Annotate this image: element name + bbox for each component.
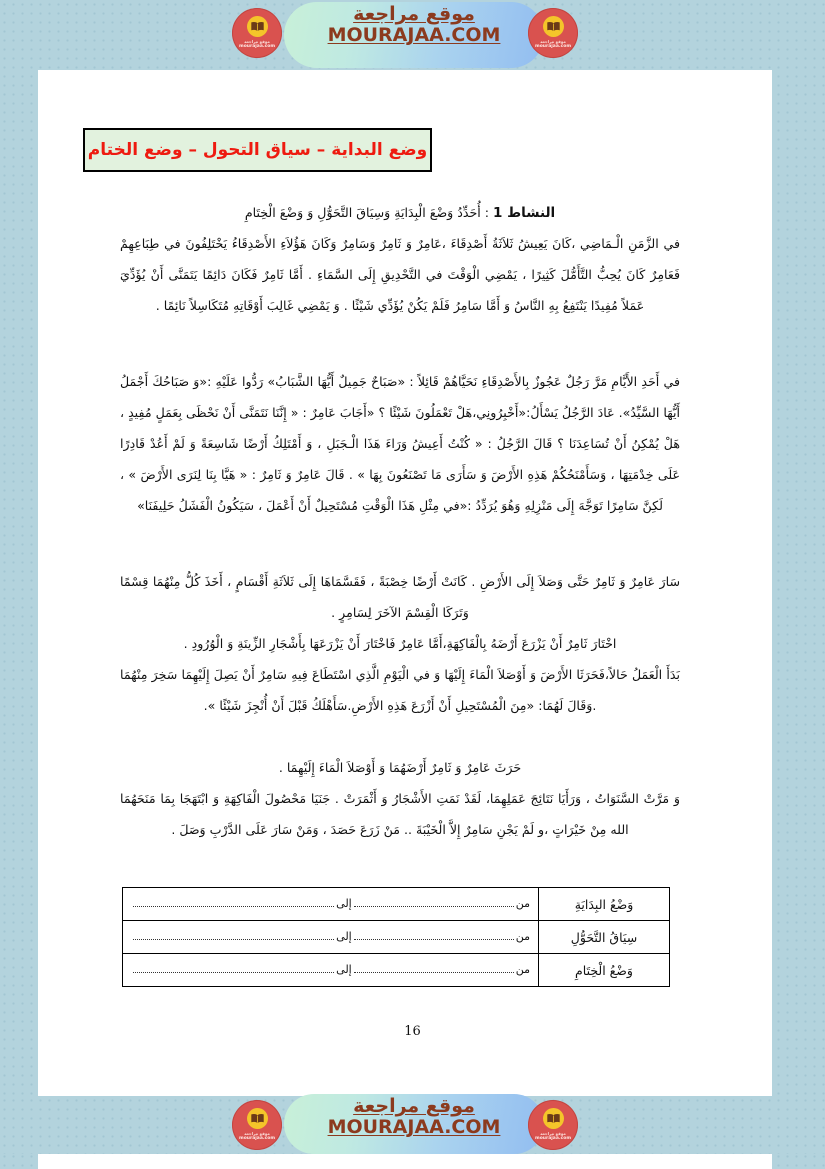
to-label: إلى <box>336 963 352 976</box>
to-label: إلى <box>336 930 352 943</box>
logo-caption-arabic: موقع مراجعة <box>244 1131 270 1137</box>
site-logo-right <box>528 8 578 58</box>
answer-table <box>122 887 670 987</box>
story-paragraph-6: حَرَثَ عَامِرٌ وَ ثَامِرٌ أَرْضَهُمَا وَ أَوْصَلاَ الْمَاءَ إِلَيْهِمَا . <box>278 760 522 775</box>
table-row-answer-field[interactable] <box>123 888 539 921</box>
blank-line <box>131 897 530 911</box>
dotted-fill-to <box>133 972 334 973</box>
site-logo-left <box>232 1100 282 1150</box>
banner-title-block <box>284 1096 544 1139</box>
logo-caption-arabic: موقع مراجعة <box>540 39 566 45</box>
site-logo-right <box>528 1100 578 1150</box>
dotted-fill-to <box>133 906 334 907</box>
open-book-icon <box>543 16 564 37</box>
to-label: إلى <box>336 897 352 910</box>
banner-title-arabic: موقع مراجعة <box>353 3 475 25</box>
lesson-title-text: وضع البداية – سياق التحول – وضع الختام <box>87 140 428 160</box>
table-row-answer-field[interactable] <box>123 954 539 987</box>
activity-heading <box>120 197 680 229</box>
story-paragraph-3: سَارَ عَامِرٌ وَ ثَامِرٌ حَتَّى وَصَلاَ إِلَى الأَرْضِ . كَانَتْ أَرْضًا خِصْبَةً ، فَقَسَّمَاهَا إِلَى ثَلاَثَةِ أَقْسَامٍ ، أَخَذَ كُلُّ مِنْهُمَا قِسْمًا وَتَرَكَا الْقِسْمَ الآخَرَ لِسَامِرٍ . <box>120 574 680 620</box>
site-logo-left <box>232 8 282 58</box>
open-book-icon <box>247 1108 268 1129</box>
open-book-icon <box>247 16 268 37</box>
page-number: 16 <box>404 1024 421 1039</box>
logo-caption <box>239 1131 275 1142</box>
table-row <box>123 954 670 987</box>
table-row-answer-field[interactable] <box>123 921 539 954</box>
table-row-label: وَضْعُ الْخِتَامِ <box>539 954 670 987</box>
story-paragraph-5: بَدَأَ الْعَمَلُ حَالاً،فَحَرَثَا الأَرْضَ وَ أَوْصَلاَ الْمَاءَ إِلَيْهَا وَ في الْيَوْمِ الَّذِي اسْتَطَاعَ فِيهِ سَامِرٌ أَنْ يَصِلَ إِلَيْهِمَا سَخِرَ مِنْهُمَا .وَقَالَ لَهُمَا: «مِنَ الْمُسْتَحِيلِ أَنْ أَزْرَعَ هَذِهِ الأَرْضِ.سَأَهْلَكُ قَبْلَ أَنْ أُنْجِزَ شَيْئًا ». <box>120 667 680 713</box>
blank-line <box>131 930 530 944</box>
logo-caption <box>535 1131 571 1142</box>
logo-caption-url: mourajaa.com <box>535 1136 572 1142</box>
dotted-fill-from <box>354 906 514 907</box>
table-row-label: وَضْعُ البِدَايَةِ <box>539 888 670 921</box>
story-paragraph-4: اخْتَارَ ثَامِرٌ أَنْ يَزْرَعَ أَرْضَهُ بِالْفَاكِهَةِ،أَمَّا عَامِرٌ فَاخْتَارَ أَنْ يَزْرَعَهَا بِأَشْجَارِ الزِّينَةِ وَ الْوُرُودِ . <box>183 636 617 651</box>
from-label: من <box>515 930 530 943</box>
logo-caption <box>535 39 571 50</box>
banner-title-arabic: موقع مراجعة <box>353 1095 475 1117</box>
header-banner <box>0 0 825 70</box>
logo-caption-url: mourajaa.com <box>535 44 572 50</box>
banner-site-url: MOURAJAA.COM <box>327 24 501 47</box>
story-paragraph-2: في أَحَدِ الأَيَّامِ مَرَّ رَجُلٌ عَجُوزٌ بِالأَصْدِقَاءِ نَحَيَّاهُمْ قَائِلاً : «صَبَاحٌ جَمِيلٌ أَيُّهَا الشَّبَابُ» رَدُّوا عَلَيْهِ :«وَ صَبَاحُكَ أَجْمَلُ أَيُّهَا السَّيِّدُ». عَادَ الرَّجُلُ يَسْأَلُ:«أَخْبِرُونِي،هَلْ تَعْمَلُونَ شَيْئًا ؟ «أَجَابَ عَامِرٌ : « إِنَّنَا نَتَمَنَّى أَنْ نَحْظَى بِعَمَلٍ مُفِيدٍ ، هَلْ يُمْكِنُ أَنْ تُسَاعِدَنَا ؟ قَالَ الرَّجُلُ : « كُنْتُ أَعِيشُ وَرَاءَ هَذَا الْـجَبَلِ ، وَ أَمْتَلِكُ أَرْضًا شَاسِعَةً وَ لَمْ أَعُدْ قَادِرًا عَلَى خِدْمَتِهَا ، وَسَأَمْنَحُكُمْ هَذِهِ الأَرْضَ وَ سَأَرَى مَا تَصْنَعُونَ بِهَا » . قَالَ عَامِرٌ وَ ثَامِرٌ : « هَيَّا بِنَا لِنَرَى الأَرْضَ » ، لَكِنَّ سَامِرًا تَوَجَّهَ إِلَى مَنْزِلِهِ وَهُوَ يُرَدِّدُ :«في مِثْلِ هَذَا الْوَقْتِ مُسْتَحِيلٌ أَنْ أَعْمَلَ ، سَيَكُونُ الْفَشَلُ حَلِيفَنَا» <box>120 374 680 513</box>
logo-caption <box>239 39 275 50</box>
activity-instruction: أُحَدِّدُ وَضْعَ الْبِدَايَةِ وَسِيَاقَ التَّحَوُّلِ وَ وَضْعَ الْخِتَامِ <box>244 205 481 220</box>
logo-caption-url: mourajaa.com <box>239 44 276 50</box>
story-paragraph-1: في الزَّمَنِ الْـمَاضِي ،كَانَ يَعِيشُ ثَلاَثَةُ أَصْدِقَاءَ ،عَامِرٌ وَ ثَامِرٌ وَسَامِرٌ وَكَانَ هَؤُلاَءِ الأَصْدِقَاءُ يَخْتَلِفُونَ في طِبَاعِهِمْ فَعَامِرٌ كَانَ يُحِبُّ التَّأَمُّلَ كَثِيرًا ، يَمْضِي الْوَقْتَ في التَّحْدِيقِ إِلَى السَّمَاءِ . أَمَّا ثَامِرٌ فَكَانَ دَائِمًا يَتَمَنَّى أَنْ يُؤَدِّيَ عَمَلاً مُفِيدًا يَنْتَفِعُ بِهِ النَّاسُ وَ أَمَّا سَامِرُ فَلَمْ يَكُنْ يُؤَدِّي شَيْئًا . وَ يَمْضِي غَالِبَ أَوْقَاتِهِ مُتَكَاسِلاً نَائِمًا . <box>120 236 680 313</box>
activity-separator: : <box>480 205 494 220</box>
activity-label: النشاط 1 <box>493 205 556 221</box>
dotted-fill-to <box>133 939 334 940</box>
from-label: من <box>515 963 530 976</box>
footer-banner <box>0 1084 825 1154</box>
table-row <box>123 921 670 954</box>
logo-caption-url: mourajaa.com <box>239 1136 276 1142</box>
from-label: من <box>515 897 530 910</box>
banner-site-url: MOURAJAA.COM <box>327 1116 501 1139</box>
open-book-icon <box>543 1108 564 1129</box>
lesson-title-box <box>83 128 432 172</box>
dotted-fill-from <box>354 939 514 940</box>
logo-caption-arabic: موقع مراجعة <box>244 39 270 45</box>
logo-caption-arabic: موقع مراجعة <box>540 1131 566 1137</box>
dotted-fill-from <box>354 972 514 973</box>
blank-line <box>131 963 530 977</box>
table-row-label: سِيَاقُ التَّحَوُّلِ <box>539 921 670 954</box>
banner-title-block <box>284 4 544 47</box>
story-paragraph-7: وَ مَرَّتْ السَّنَوَاتُ ، وَرَأَيَا نَتَائِجَ عَمَلِهِمَا، لَقَدْ نَمَتِ الأَشْجَارُ وَ أَثْمَرَتْ . جَنَيَا مَحْصُولَ الْفَاكِهَةِ وَ ابْتَهَجَا بِمَا مَنَحَهُمَا الله مِنْ خَيْرَاتٍ ،و لَمْ يَجْنِ سَامِرٌ إِلاَّ الْخَيْبَةَ .. مَنْ زَرَعَ حَصَدَ ، وَمَنْ سَارَ عَلَى الدَّرْبِ وَصَلَ . <box>120 791 680 837</box>
table-row <box>123 888 670 921</box>
